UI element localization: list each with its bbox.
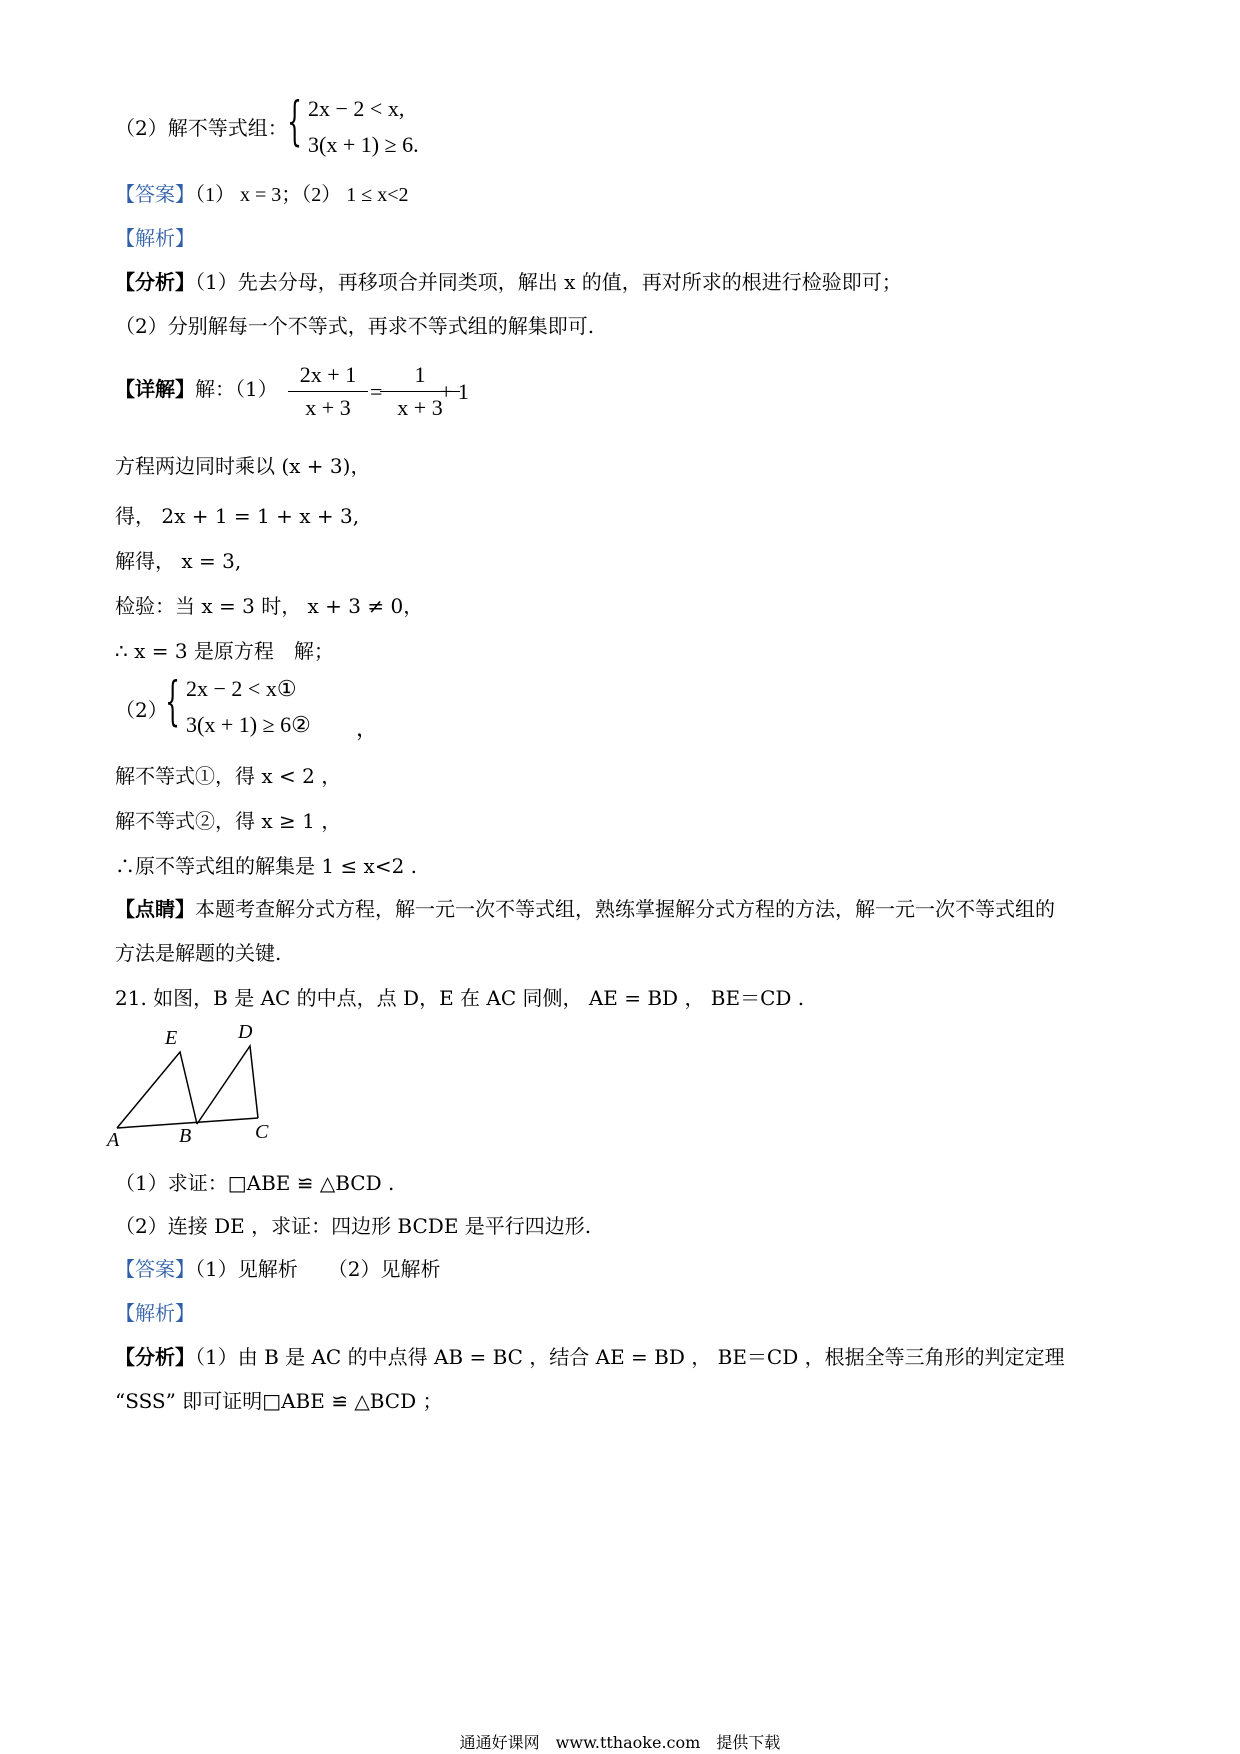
label-b: B bbox=[179, 1125, 192, 1147]
system-brace: { bbox=[165, 672, 180, 732]
answer-text: （1） x = 3；（2） 1 ≤ x<2 bbox=[195, 184, 409, 206]
system-row-1: 2x − 2 < x, bbox=[308, 96, 405, 121]
part2-question-prefix: （2）解不等式组： bbox=[115, 116, 288, 140]
answer-line-2 bbox=[115, 1259, 440, 1279]
detail-prefix: 解：（1） bbox=[195, 377, 278, 401]
system-row-1: 2x − 2 < x① bbox=[186, 676, 297, 701]
fraction-right-numerator: 1 bbox=[414, 362, 426, 387]
q21-sub2: （2）连接 DE ，求证：四边形 BCDE 是平行四边形. bbox=[115, 1214, 592, 1238]
label-a: A bbox=[107, 1129, 120, 1150]
label-d: D bbox=[238, 1021, 253, 1043]
step-solution-set: ∴原不等式组的解集是 1 ≤ x<2 . bbox=[115, 854, 418, 878]
fenxi-line-1 bbox=[115, 272, 902, 292]
triangle-abe bbox=[117, 1052, 197, 1128]
fraction-bar bbox=[288, 391, 368, 392]
triangle-bcd bbox=[197, 1046, 258, 1124]
step-conclusion: ∴ x = 3 是原方程 解； bbox=[115, 639, 334, 663]
answer-line-1 bbox=[115, 184, 409, 205]
analysis-tag-1: 【解析】 bbox=[115, 226, 195, 250]
label-c: C bbox=[255, 1121, 269, 1143]
step-check: 检验：当 x = 3 时， x + 3 ≠ 0， bbox=[115, 594, 424, 618]
fraction-left-numerator: 2x + 1 bbox=[299, 362, 357, 387]
fraction-right-denominator: x + 3 bbox=[397, 395, 443, 420]
detail-tag: 【详解】 bbox=[115, 377, 195, 401]
system-row-2: 3(x + 1) ≥ 6. bbox=[308, 132, 419, 157]
step-multiply: 方程两边同时乘以 (x + 3)， bbox=[115, 454, 371, 478]
answer-tag: 【答案】 bbox=[115, 1257, 195, 1281]
label-e: E bbox=[165, 1027, 178, 1049]
solution-inequality-system bbox=[165, 668, 388, 748]
step-solve: 解得， x = 3, bbox=[115, 549, 242, 573]
q21-sub1: （1）求证：□ABE ≌ △BCD . bbox=[115, 1171, 395, 1195]
answer-tag: 【答案】 bbox=[115, 182, 195, 206]
q21-stem: 21. 如图，B 是 AC 的中点，点 D，E 在 AC 同侧， AE = BD ， BE＝CD . bbox=[115, 986, 805, 1010]
plus-one: + 1 bbox=[440, 379, 469, 404]
dianjing-line-2: 方法是解题的关键. bbox=[115, 941, 282, 965]
fenxi-line-2: （2）分别解每一个不等式，再求不等式组的解集即可. bbox=[115, 314, 595, 338]
answer-text: （1）见解析 （2）见解析 bbox=[195, 1257, 441, 1281]
fenxi-tag: 【分析】 bbox=[115, 270, 195, 294]
dianjing-text-1: 本题考查解分式方程，解一元一次不等式组，熟练掌握解分式方程的方法，解一元一次不等式组的 bbox=[195, 897, 1055, 921]
fraction-left bbox=[288, 362, 368, 421]
fenxi2-line-1 bbox=[115, 1347, 1065, 1367]
page-footer: 通通好课网 www.tthaoke.com 提供下载 bbox=[459, 1733, 781, 1752]
fenxi-tag: 【分析】 bbox=[115, 1345, 195, 1369]
system-brace: { bbox=[287, 92, 302, 152]
step-get: 得， 2x + 1 = 1 + x + 3, bbox=[115, 504, 360, 528]
fenxi-text-1: （1）先去分母，再移项合并同类项，解出 x 的值，再对所求的根进行检验即可； bbox=[195, 270, 902, 294]
step-ineq-2: 解不等式②，得 x ≥ 1 ， bbox=[115, 809, 342, 833]
analysis-tag-2: 【解析】 bbox=[115, 1301, 195, 1325]
fenxi2-text-1: （1）由 B 是 AC 的中点得 AB = BC ，结合 AE = BD ， BE＝CD ，根据全等三角形的判定定理 bbox=[195, 1345, 1065, 1369]
system-suffix: ， bbox=[356, 717, 379, 742]
equals-sign: = bbox=[370, 379, 383, 404]
part2-inequality-system bbox=[287, 88, 490, 168]
dianjing-line-1 bbox=[115, 899, 1055, 919]
fraction-left-denominator: x + 3 bbox=[305, 395, 351, 420]
detail-line bbox=[115, 379, 278, 399]
sys2-prefix: （2） bbox=[115, 698, 168, 722]
step-ineq-1: 解不等式①，得 x < 2 ， bbox=[115, 764, 342, 788]
dianjing-tag: 【点睛】 bbox=[115, 897, 195, 921]
fenxi2-line-2: “SSS” 即可证明□ABE ≌ △BCD ； bbox=[115, 1389, 443, 1413]
system-row-2: 3(x + 1) ≥ 6② bbox=[186, 712, 311, 737]
triangle-figure bbox=[105, 1020, 305, 1150]
